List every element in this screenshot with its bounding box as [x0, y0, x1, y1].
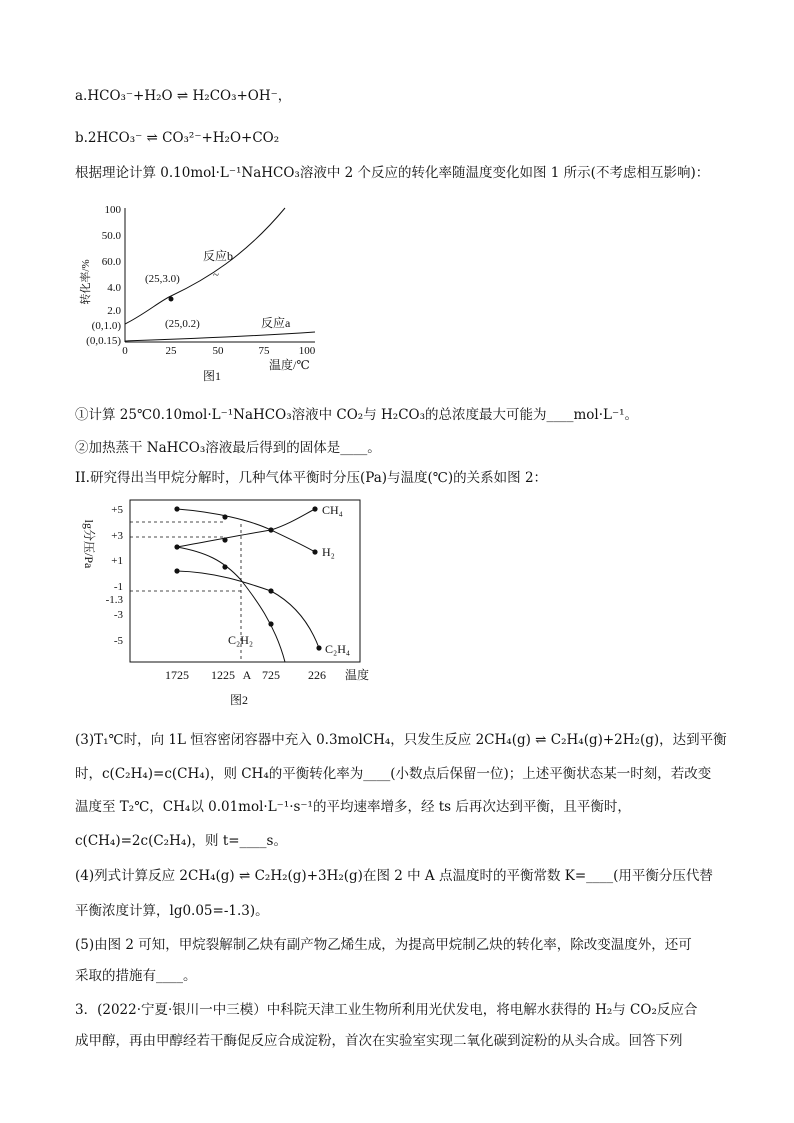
fig2-ytick: -5	[113, 635, 123, 647]
fig2-point	[222, 564, 227, 569]
fig2-caption: 图2	[230, 693, 249, 707]
reaction-a: a.HCO₃⁻+H₂O ⇌ H₂CO₃+OH⁻，	[75, 88, 292, 104]
fig2-ytick: -1.3	[105, 594, 123, 606]
reaction-b: b.2HCO₃⁻ ⇌ CO₃²⁻+H₂O+CO₂	[75, 130, 280, 146]
fig2-point	[174, 544, 179, 549]
fig1-ytick: 2.0	[107, 305, 121, 317]
fig1-xlabel: 温度/℃	[269, 358, 310, 372]
fig2-xtick: 1225	[211, 668, 235, 682]
question-3-line-1: (3)T₁℃时，向 1L 恒容密闭容器中充入 0.3molCH₄，只发生反应 2CH₄(g) ⇌ C₂H₄(g)+2H₂(g)，达到平衡	[75, 732, 727, 748]
question-3-line-4: c(CH₄)=2c(C₂H₄)，则 t=____s。	[75, 833, 287, 849]
fig2-point	[268, 588, 273, 593]
question-5-line-1: (5)由图 2 可知，甲烷裂解制乙炔有副产物乙烯生成，为提高甲烷制乙炔的转化率，除改变温度外，还可	[75, 937, 692, 953]
question-5-line-2: 采取的措施有____。	[75, 968, 197, 984]
question-2: ②加热蒸干 NaHCO₃溶液最后得到的固体是____。	[75, 440, 381, 456]
fig2-ylabel: lg分压/Pa	[82, 519, 96, 569]
fig1-ytick: 60.0	[101, 256, 121, 268]
fig2-xlabel: 温度	[345, 668, 370, 682]
fig1-xtick: 0	[122, 345, 128, 357]
fig1-label-b: 反应b	[203, 249, 234, 263]
fig2-point	[312, 506, 317, 511]
fig1-ytick: 50.0	[101, 230, 121, 242]
fig1-ytick: 100	[104, 204, 121, 216]
fig1-ytick: (0,1.0)	[91, 320, 121, 332]
fig2-point	[268, 621, 273, 626]
question-4-line-2: 平衡浓度计算，lg0.05=-1.3)。	[75, 903, 269, 919]
fig2-xtick: 1725	[165, 668, 189, 682]
question-3-line-3: 温度至 T₂℃，CH₄以 0.01mol·L⁻¹·s⁻¹的平均速率增多，经 ts 后再次达到平衡，且平衡时，	[75, 799, 631, 815]
fig2-curve-h2	[177, 509, 315, 552]
fig2-series-label: CH₄	[322, 503, 343, 517]
fig2-series-label: C₂H₄	[325, 642, 351, 656]
fig1-xtick: 100	[298, 345, 316, 357]
fig2-point	[174, 568, 179, 573]
fig2-ytick: +3	[111, 530, 123, 542]
fig2-point	[174, 506, 179, 511]
question-1: ①计算 25℃0.10mol·L⁻¹NaHCO₃溶液中 CO₂与 H₂CO₃的总浓度最大可能为____mol·L⁻¹。	[75, 407, 639, 423]
fig2-xtick: A	[242, 668, 252, 682]
question-4-line-1: (4)列式计算反应 2CH₄(g) ⇌ C₂H₂(g)+3H₂(g)在图 2 中 A 点温度时的平衡常数 K=____(用平衡分压代替	[75, 868, 713, 884]
fig2-ytick: +5	[111, 504, 123, 516]
figure-2	[75, 494, 395, 716]
fig1-xtick: 50	[212, 345, 224, 357]
fig1-ylabel: 转化率/%	[80, 259, 92, 305]
fig2-point	[268, 527, 273, 532]
figure-1	[75, 196, 335, 396]
fig2-point	[222, 537, 227, 542]
fig1-point-a-label: (25,0.2)	[165, 318, 200, 330]
fig1-ytick: 4.0	[107, 282, 121, 294]
fig1-curve-a	[125, 332, 315, 341]
fig1-tilde: ~	[213, 269, 219, 281]
fig1-point-b	[169, 297, 174, 302]
fig1-caption: 图1	[203, 369, 222, 383]
fig2-ytick: -1	[113, 581, 123, 593]
fig2-series-label: C₂H₂	[228, 633, 254, 647]
fig2-xtick: 725	[262, 668, 280, 682]
fig2-point	[222, 514, 227, 519]
question-6-line-2: 成甲醇，再由甲醇经若干酶促反应合成淀粉，首次在实验室实现二氧化碳到淀粉的从头合成。回答下列	[75, 1033, 683, 1049]
fig2-ytick: -3	[113, 609, 123, 621]
fig1-ytick: (0,0.15)	[86, 335, 121, 347]
fig1-curve-b	[125, 208, 285, 324]
fig2-point	[312, 549, 317, 554]
fig2-point	[316, 645, 321, 650]
question-6-line-1: 3．(2022·宁夏·银川一中三模）中科院天津工业生物所利用光伏发电，将电解水获得的 H₂与 CO₂反应合	[75, 1002, 698, 1018]
part-2-text: II.研究得出当甲烷分解时，几种气体平衡时分压(Pa)与温度(℃)的关系如图 2：	[75, 470, 548, 486]
fig2-series-label: H₂	[322, 545, 335, 559]
fig1-label-a: 反应a	[261, 316, 291, 330]
intro-text: 根据理论计算 0.10mol·L⁻¹NaHCO₃溶液中 2 个反应的转化率随温度变化如图 1 所示(不考虑相互影响)：	[75, 165, 710, 181]
fig1-xtick: 25	[165, 345, 177, 357]
question-3-line-2: 时，c(C₂H₄)=c(CH₄)，则 CH₄的平衡转化率为____(小数点后保留一位)；上述平衡状态某一时刻，若改变	[75, 766, 712, 782]
fig2-ytick: +1	[111, 555, 123, 567]
fig2-xtick: 226	[308, 668, 326, 682]
fig1-point-b-label: (25,3.0)	[145, 273, 180, 285]
fig1-xtick: 75	[258, 345, 270, 357]
